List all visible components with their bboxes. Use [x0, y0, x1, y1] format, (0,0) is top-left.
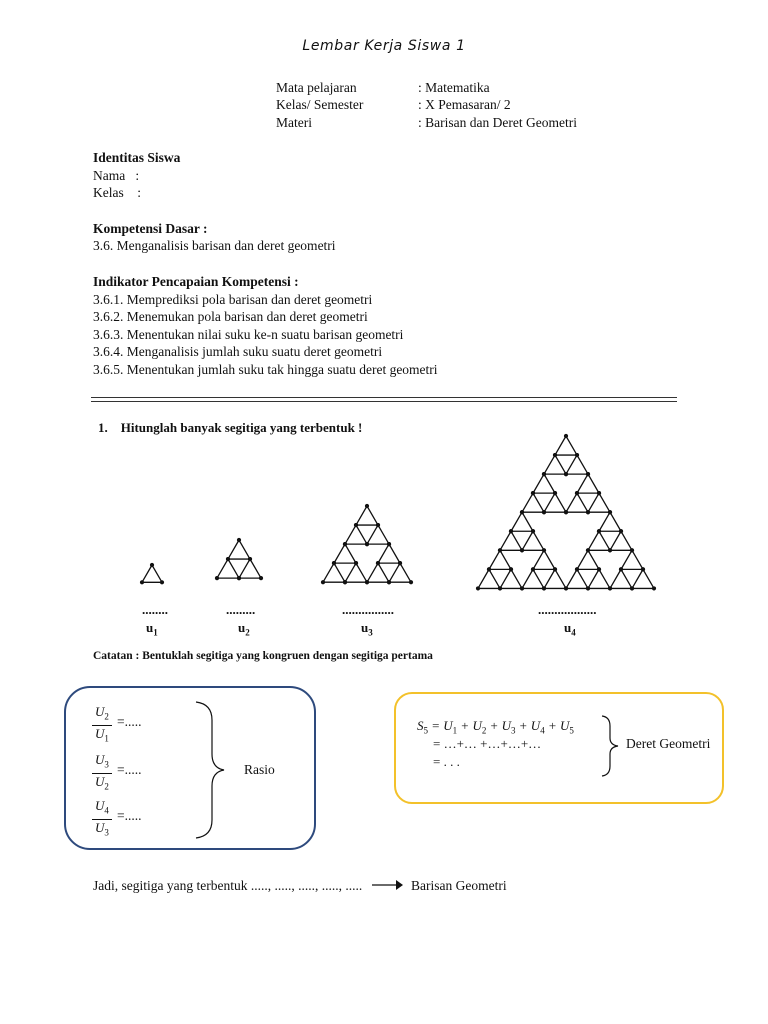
- meta-value: : X Pemasaran/ 2: [418, 97, 511, 112]
- figure-label-u4: $u_4$: [564, 620, 576, 638]
- catatan-note: Catatan : Bentuklah segitiga yang kongruen dengan segitiga pertama: [93, 650, 433, 662]
- deret-line-2: = …+… +…+…+…: [433, 736, 542, 751]
- kompetensi-item: 3.6. Menganalisis barisan dan deret geometri: [93, 238, 336, 253]
- indikator-heading: Indikator Pencapaian Kompetensi :: [93, 274, 299, 289]
- figure-label-u2: $u_2$: [238, 620, 250, 638]
- deret-label: Deret Geometri: [626, 736, 711, 751]
- ratio-value: =.....: [117, 808, 142, 823]
- triangle-figure-u4: [476, 434, 656, 591]
- figure-dots-u4: ..................: [538, 602, 597, 617]
- deret-brace-icon: [598, 714, 628, 778]
- figure-dots-u3: ................: [342, 602, 394, 617]
- indikator-item: 3.6.5. Menentukan jumlah suku tak hingga suatu deret geometri: [93, 362, 438, 377]
- triangle-figure-u3: [321, 504, 413, 584]
- meta-key: Kelas/ Semester: [276, 97, 364, 112]
- barisan-label: Barisan Geometri: [411, 878, 507, 893]
- triangle-figure-u1: [140, 563, 164, 585]
- rasio-brace-icon: [190, 700, 240, 840]
- indikator-item: 3.6.2. Menemukan pola barisan dan deret geometri: [93, 309, 368, 324]
- meta-key: Mata pelajaran: [276, 80, 357, 95]
- arrow-right-icon: [372, 878, 404, 892]
- indikator-item: 3.6.4. Menganalisis jumlah suku suatu deret geometri: [93, 344, 383, 359]
- worksheet-title: Lembar Kerja Siswa 1: [302, 38, 466, 54]
- kompetensi-heading: Kompetensi Dasar :: [93, 221, 208, 236]
- question-1: 1. Hitunglah banyak segitiga yang terbentuk !: [98, 420, 363, 435]
- rasio-label: Rasio: [244, 762, 275, 777]
- indikator-item: 3.6.3. Menentukan nilai suku ke-n suatu barisan geometri: [93, 327, 404, 342]
- meta-value: : Barisan dan Deret Geometri: [418, 115, 577, 130]
- divider: [91, 401, 677, 402]
- ratio-fraction-u2-u1: $\frac{U_2}{U_1}$: [92, 704, 112, 746]
- jadi-text: Jadi, segitiga yang terbentuk ....., ....., ....., ....., .....: [93, 878, 363, 893]
- deret-line-3: = . . .: [433, 754, 460, 769]
- indikator-item: 3.6.1. Memprediksi pola barisan dan deret geometri: [93, 292, 373, 307]
- divider: [91, 397, 677, 398]
- ratio-fraction-u4-u3: $\frac{U_4}{U_3}$: [92, 798, 112, 840]
- sierpinski-figures: [130, 420, 660, 600]
- figure-dots-u1: ........: [142, 602, 168, 617]
- figure-label-u1: $u_1$: [146, 620, 158, 638]
- ratio-value: =.....: [117, 714, 142, 729]
- nama-field: Nama :: [93, 168, 140, 183]
- meta-key: Materi: [276, 115, 312, 130]
- ratio-value: =.....: [117, 762, 142, 777]
- ratio-fraction-u3-u2: $\frac{U_3}{U_2}$: [92, 752, 112, 794]
- kelas-field: Kelas :: [93, 185, 141, 200]
- figure-dots-u2: .........: [226, 602, 256, 617]
- identitas-heading: Identitas Siswa: [93, 150, 181, 165]
- triangle-figure-u2: [215, 538, 263, 580]
- meta-value: : Matematika: [418, 80, 490, 95]
- figure-label-u3: $u_3$: [361, 620, 373, 638]
- deret-formula: $S_5 = U_1 + U_2 + U_3 + U_4 + U_5$: [417, 718, 574, 736]
